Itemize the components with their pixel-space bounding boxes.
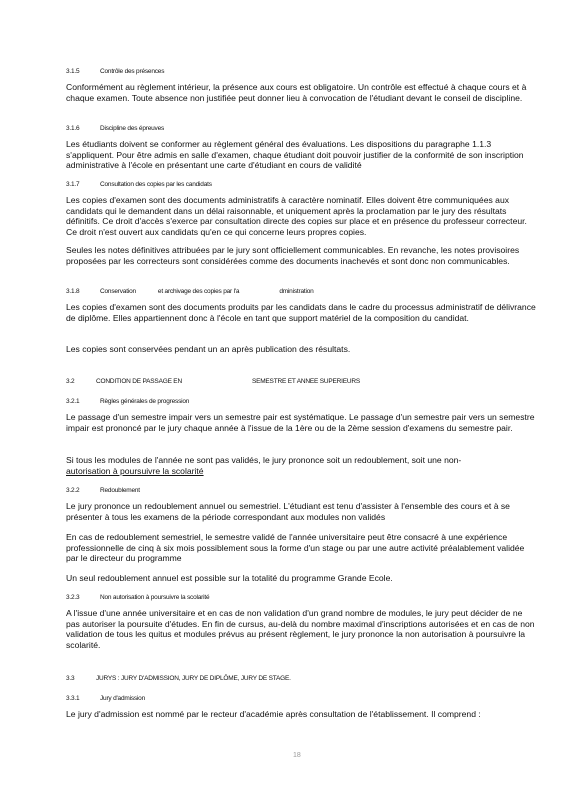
section-number: 3.2.2 (66, 487, 80, 494)
paragraph: Les étudiants doivent se conformer au règlement général des évaluations. Les dispositions du paragraphe 1.1.3 s'appliquent. Pour être admis en salle d'examen, chaque étudiant doit pouvoir justifier de la conformité de son inscription administrative à l'école en présentant une carte d'étudiant en cours de validité (66, 139, 524, 171)
heading-3-3-1 (66, 695, 145, 703)
paragraph: Un seul redoublement annuel est possible sur la totalité du programme Grande Ecole. (66, 573, 393, 583)
document-page (66, 0, 536, 800)
paragraph: Le passage d'un semestre impair vers un semestre pair est systématique. Le passage d'un semestre pair vers un semestre impair est prononcé par le jury chaque année à l'issue de la 1ère ou de la 2ème session d'examens du semestre pair. (66, 412, 535, 433)
section-title: Redoublement (100, 487, 140, 494)
section-title-part: Conservation (100, 288, 136, 295)
section-title: Règles générales de progression (100, 398, 190, 405)
section-title: Discipline des épreuves (100, 125, 165, 132)
section-title: JURYS : JURY D'ADMISSION, JURY DE DIPLÔME, JURY DE STAGE. (96, 675, 291, 682)
section-number: 3.3.1 (66, 695, 80, 702)
heading-3-2-3 (66, 594, 209, 602)
section-number: 3.1.6 (66, 125, 80, 132)
paragraph: Les copies sont conservées pendant un an après publication des résultats. (66, 344, 351, 354)
heading-3-1-5 (66, 68, 164, 76)
section-title: Consultation des copies par les candidats (100, 181, 212, 188)
section-number: 3.1.7 (66, 181, 80, 188)
section-number: 3.2.1 (66, 398, 80, 405)
section-title-part: CONDITION DE PASSAGE EN (96, 378, 182, 385)
section-title: Contrôle des présences (100, 68, 165, 75)
section-number: 3.1.5 (66, 68, 80, 75)
underlined-text: autorisation à poursuivre la scolarité (66, 465, 204, 476)
heading-3-1-6 (66, 125, 164, 133)
paragraph-text: Si tous les modules de l'année ne sont pas validés, le jury prononce soit un redoublement, soit une non- (66, 455, 462, 465)
section-title: Non autorisation à poursuivre la scolarité (100, 594, 210, 601)
paragraph (66, 455, 536, 476)
paragraph: A l'issue d'une année universitaire et en cas de non validation d'un grand nombre de modules, le jury peut décider de ne pas autoriser la poursuite d'études. En fin de cursus, au-delà du nombre maximal d'inscriptions autorisées et en cas de non validation de tous les quitus et modules prévus au présent règlement, le jury prononce la non autorisation à poursuivre la scolarité. (66, 608, 535, 650)
paragraph: En cas de redoublement semestriel, le semestre validé de l'année universitaire peut être consacré à une expérience professionnelle de cinq à six mois possiblement sous la forme d'un stage ou par une autre activité préalablement validée par le directeur du programme (66, 532, 525, 564)
paragraph: Conformément au règlement intérieur, la présence aux cours est obligatoire. Un contrôle est effectué à chaque cours et à chaque examen. Toute absence non justifiée peut donner lieu à convocation de l'étudiant devant le conseil de discipline. (66, 82, 527, 103)
section-number: 3.2.3 (66, 594, 80, 601)
paragraph: Seules les notes définitives attribuées par le jury sont officiellement communicables. En revanche, les notes provisoires proposées par les correcteurs sont considérées comme des documents inachevés et sont donc non communicables. (66, 245, 520, 266)
section-number: 3.2 (66, 378, 75, 385)
heading-3-2-2 (66, 487, 140, 495)
section-title-part: dministration (279, 288, 314, 295)
section-title-part: SEMESTRE ET ANNEE SUPERIEURS (251, 378, 360, 385)
section-number: 3.1.8 (66, 288, 80, 295)
heading-3-2-1 (66, 398, 189, 406)
section-title-part: et archivage des copies par l'a (157, 288, 240, 295)
heading-3-3 (66, 675, 291, 683)
heading-3-1-8 (66, 288, 314, 296)
heading-3-1-7 (66, 181, 212, 189)
heading-3-2 (66, 378, 360, 386)
paragraph: Les copies d'examen sont des documents produits par les candidats dans le cadre du processus administratif de délivrance de diplôme. Elles appartiennent donc à l'école en tant que support matériel de la composition du candidat. (66, 302, 536, 323)
section-number: 3.3 (66, 675, 75, 682)
paragraph: Le jury d'admission est nommé par le recteur d'académie après consultation de l'établissement. Il comprend : (66, 709, 481, 719)
section-title: Jury d'admission (100, 695, 146, 702)
page-number: 18 (293, 752, 301, 759)
paragraph: Le jury prononce un redoublement annuel ou semestriel. L'étudiant est tenu d'assister à l'ensemble des cours et à se présenter à tous les examens de la période correspondant aux modules non validés (66, 501, 510, 522)
paragraph: Les copies d'examen sont des documents administratifs à caractère nominatif. Elles doivent être communiquées aux candidats qui le demandent dans un délai raisonnable, et uniquement après la proclamation par le jury des résultats définitifs. Ce droit d'accès s'exerce par consultation directe des copies sur place et en présence du professeur correcteur. Ce droit n'est ouvert aux candidats qu'en ce qui concerne leurs propres copies. (66, 195, 527, 237)
